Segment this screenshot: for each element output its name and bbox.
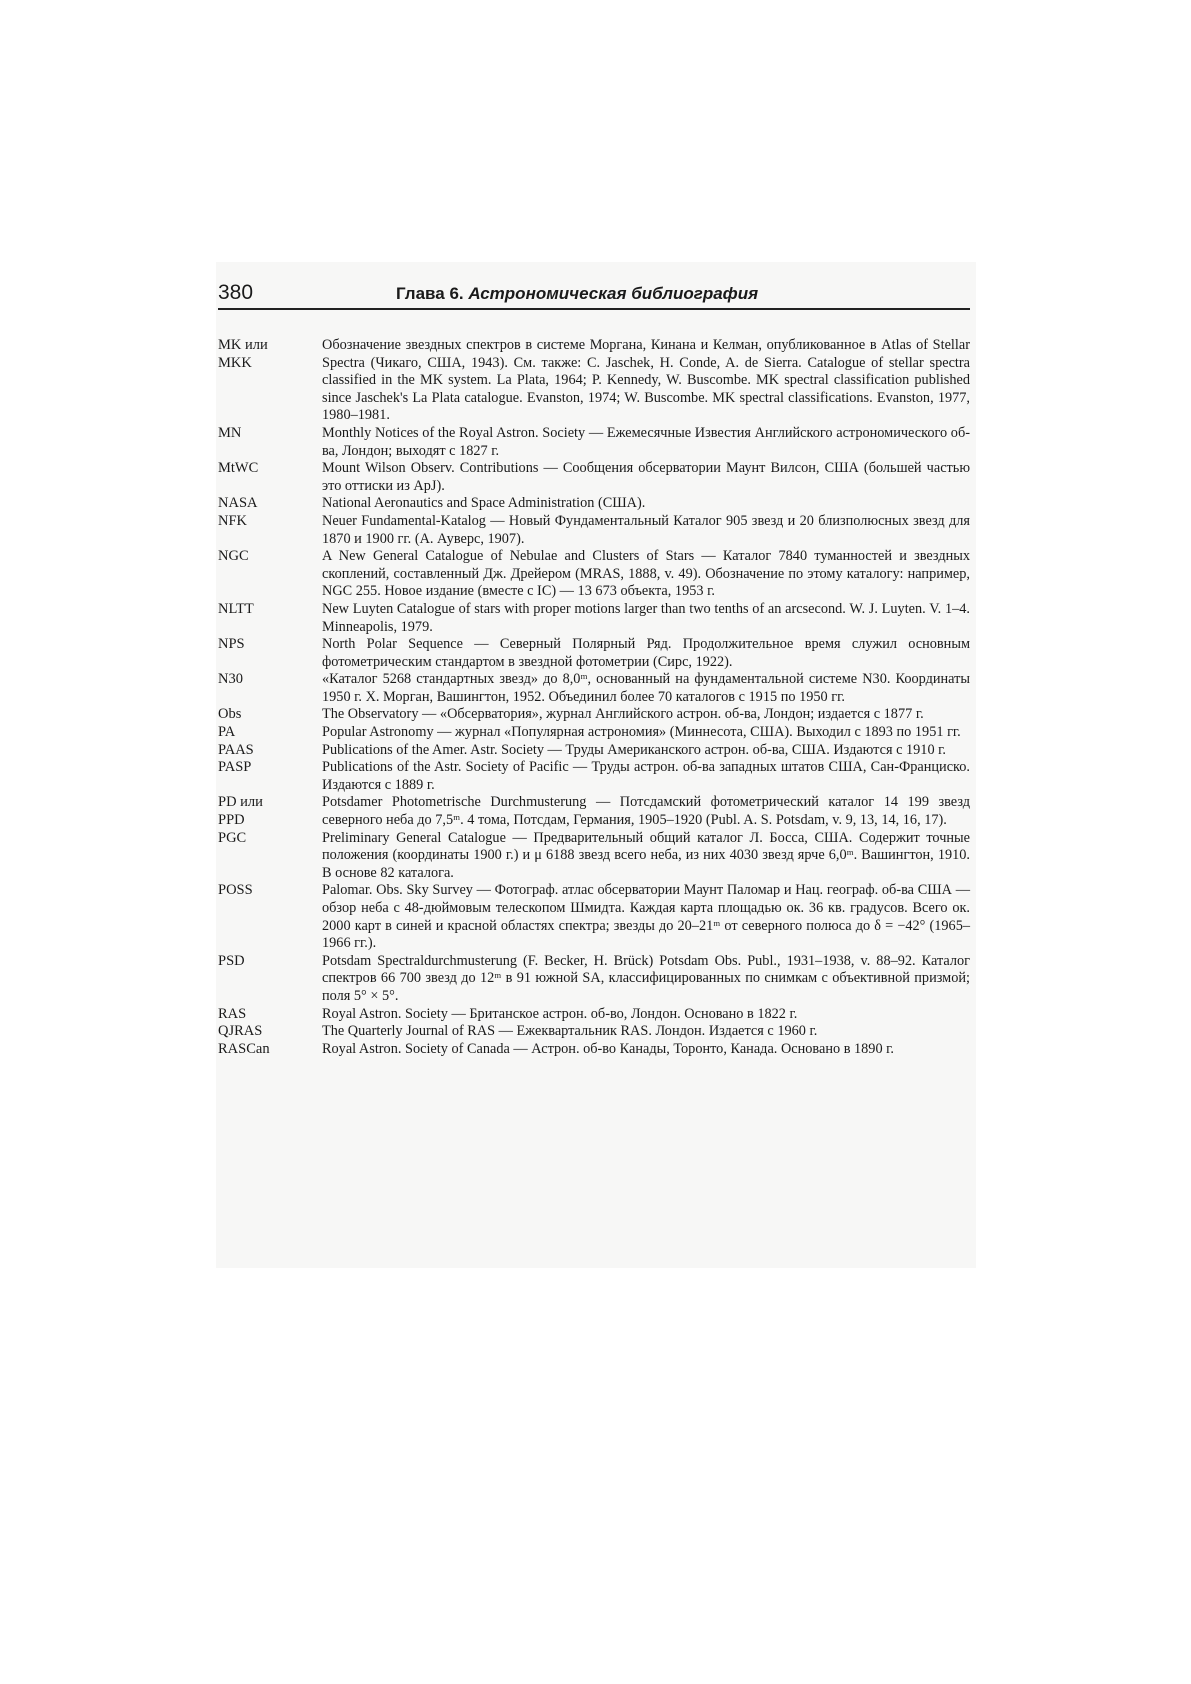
entry-nfk: [218, 513, 970, 548]
entry-nps: [218, 636, 970, 671]
entry-abbreviation: MtWC: [218, 460, 259, 477]
chapter-title: Астрономическая библиография: [468, 284, 759, 303]
entry-description: Popular Astronomy — журнал «Популярная астрономия» (Миннесота, США). Выходил с 1893 по 1951 гг.: [322, 724, 961, 741]
entry-description: Potsdam Spectraldurchmusterung (F. Becker, H. Brück) Potsdam Obs. Publ., 1931–1938, v. 88–92. Каталог спектров 66 700 звезд до 12ᵐ в 91 южной SA, классифицированных по снимкам с объективной призмой; поля 5° × 5°.: [322, 952, 970, 1004]
entry-abbreviation: RAS: [218, 1005, 247, 1022]
entry-abbreviation: NGC: [218, 548, 249, 565]
entry-description: Publications of the Amer. Astr. Society — Труды Американского астрон. об-ва, США. Издаются с 1910 г.: [322, 741, 947, 758]
entry-poss: [218, 882, 970, 952]
entry-abbreviation: NLTT: [218, 600, 254, 617]
entry-nltt: [218, 601, 970, 636]
entry-abbreviation: PAAS: [218, 741, 254, 758]
entry-mn: [218, 425, 970, 460]
entry-abbreviation: Obs: [218, 706, 242, 723]
entry-description: Обозначение звездных спектров в системе Моргана, Кинана и Келман, опубликованное в Atlas of Stellar Spectra (Чикаго, США, 1943). См. также: C. Jaschek, H. Conde, A. de Sierra. Catalogue of stellar spectra classified in the MK system. La Plata, 1964; P. Kennedy, W. Buscombe. MK spectral classification published since Jaschek's La Plata catalogue. Evanston, 1974; W. Buscombe. MK spectral classifications. Evanston, 1977, 1980–1981.: [322, 337, 970, 424]
header-rule: [218, 308, 970, 310]
page-number: 380: [218, 281, 254, 304]
running-head: [396, 282, 758, 306]
entry-description: New Luyten Catalogue of stars with proper motions larger than two tenths of an arcsecond. W. J. Luyten. V. 1–4. Minneapolis, 1979.: [322, 600, 970, 635]
entry-abbreviation: NPS: [218, 636, 245, 653]
entry-abbreviation: RASCan: [218, 1040, 270, 1057]
entry-abbreviation: NASA: [218, 495, 258, 512]
entry-abbreviation: PSD: [218, 952, 245, 969]
entry-abbreviation: NFK: [218, 512, 248, 529]
entry-description: Monthly Notices of the Royal Astron. Society — Ежемесячные Известия Английского астрономического об-ва, Лондон; выходят с 1827 г.: [322, 424, 970, 459]
chapter-label: Глава 6.: [396, 284, 464, 303]
entry-pgc: [218, 830, 970, 883]
entry-description: Royal Astron. Society of Canada — Астрон. об-во Канады, Торонто, Канада. Основано в 1890 г.: [322, 1040, 895, 1057]
entry-abbreviation: N30: [218, 671, 243, 688]
entry-abbreviation: MN: [218, 424, 242, 441]
page-header: [218, 280, 970, 310]
entry-description: North Polar Sequence — Северный Полярный Ряд. Продолжительное время служил основным фотометрическим стандартом в звездной фотометрии (Сирс, 1922).: [322, 636, 970, 670]
entry-description: «Каталог 5268 стандартных звезд» до 8,0ᵐ, основанный на фундаментальной системе N30. Координаты 1950 г. Х. Морган, Вашингтон, 1952. Объединил более 70 каталогов с 1915 по 1950 гг.: [322, 671, 970, 705]
entry-abbreviation: PGC: [218, 829, 247, 846]
entry-description: National Aeronautics and Space Administration (США).: [322, 495, 646, 512]
entry-description: A New General Catalogue of Nebulae and Clusters of Stars — Каталог 7840 туманностей и звездных скоплений, составленный Дж. Дрейером (MRAS, 1888, v. 49). Обозначение по этому каталогу: например, NGC 255. Новое издание (вместе с IC) — 13 673 объекта, 1953 г.: [322, 548, 970, 600]
entry-rascan: [218, 1041, 970, 1059]
entry-abbreviation: POSS: [218, 882, 253, 899]
entry-abbreviation: PA: [218, 724, 236, 741]
entry-ngc: [218, 548, 970, 601]
entry-abbreviation: PASP: [218, 759, 252, 776]
entry-obs: [218, 706, 970, 724]
entry-pasp: [218, 759, 970, 794]
entry-abbreviation: QJRAS: [218, 1023, 263, 1040]
entry-n30: [218, 671, 970, 706]
entry-description: Royal Astron. Society — Британское астрон. об-во, Лондон. Основано в 1822 г.: [322, 1005, 798, 1022]
entry-description: Neuer Fundamental-Katalog — Новый Фундаментальный Каталог 905 звезд и 20 близполюсных звезд для 1870 и 1900 гг. (А. Ауверс, 1907).: [322, 512, 970, 547]
entry-psd: [218, 953, 970, 1006]
entry-mk: [218, 337, 970, 425]
entry-description: Potsdamer Photometrische Durchmusterung — Потсдамский фотометрический каталог 14 199 звезд северного неба до 7,5ᵐ. 4 тома, Потсдам, Германия, 1905–1920 (Publ. A. S. Potsdam, v. 9, 13, 14, 16, 17).: [322, 794, 970, 829]
entry-abbreviation: MK или MKK: [218, 337, 268, 371]
entry-paas: [218, 742, 970, 760]
entry-description: The Observatory — «Обсерватория», журнал Английского астрон. об-ва, Лондон; издается с 1877 г.: [322, 706, 924, 723]
entry-nasa: [218, 495, 970, 513]
entry-pa: [218, 724, 970, 742]
entry-description: Mount Wilson Observ. Contributions — Сообщения обсерватории Маунт Вилсон, США (большей частью это оттиски из ApJ).: [322, 460, 970, 494]
entry-pd: [218, 794, 970, 829]
entry-description: Preliminary General Catalogue — Предварительный общий каталог Л. Босса, США. Содержит точные положения (координаты 1900 г.) и μ 6188 звезд всего неба, из них 4030 звезд ярче 6,0ᵐ. Вашингтон, 1910. В основе 82 каталога.: [322, 829, 970, 881]
abbreviation-list: [218, 337, 970, 1058]
entry-mtwc: [218, 460, 970, 495]
entry-description: The Quarterly Journal of RAS — Ежеквартальник RAS. Лондон. Издается с 1960 г.: [322, 1023, 818, 1040]
entry-abbreviation: PD или PPD: [218, 794, 263, 829]
book-page: [216, 262, 976, 1268]
entry-description: Palomar. Obs. Sky Survey — Фотограф. атлас обсерватории Маунт Паломар и Нац. географ. об-ва США — обзор неба с 48-дюймовым телескопом Шмидта. Каждая карта площадью ок. 36 кв. градусов. Всего ок. 2000 карт в синей и красной областях спектра; звезды до 20–21ᵐ от северного полюса до δ = −42° (1965–1966 гг.).: [322, 882, 970, 952]
entry-description: Publications of the Astr. Society of Pacific — Труды астрон. об-ва западных штатов США, Сан-Франциско. Издаются с 1889 г.: [322, 759, 970, 793]
entry-qjras: [218, 1023, 970, 1041]
entry-ras: [218, 1006, 970, 1024]
